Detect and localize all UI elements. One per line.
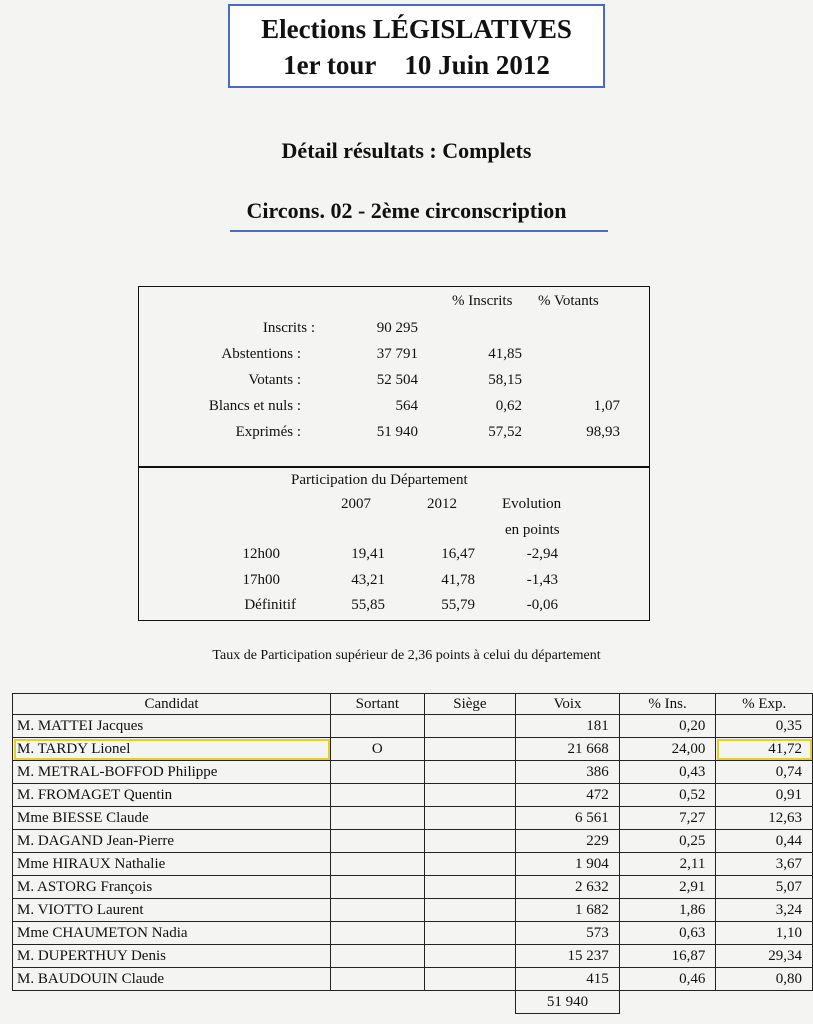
candidate-voix: 573 xyxy=(516,922,620,945)
candidate-siege xyxy=(424,853,516,876)
candidate-sortant xyxy=(331,922,425,945)
summary-col-pct-inscrits: % Inscrits xyxy=(452,293,513,309)
candidate-sortant xyxy=(331,876,425,899)
table-row xyxy=(13,761,813,784)
candidate-pct-ins: 2,91 xyxy=(619,876,716,899)
candidate-name: Mme CHAUMETON Nadia xyxy=(13,922,331,945)
candidate-siege xyxy=(424,945,516,968)
candidate-pct-ins: 0,43 xyxy=(619,761,716,784)
participation-2012: 41,78 xyxy=(441,572,475,588)
candidate-siege xyxy=(424,738,516,761)
candidate-sortant xyxy=(331,715,425,738)
candidate-pct-ins: 0,52 xyxy=(619,784,716,807)
candidate-sortant xyxy=(331,784,425,807)
summary-value: 37 791 xyxy=(376,346,418,362)
participation-2007: 19,41 xyxy=(351,546,385,562)
candidates-table xyxy=(12,693,813,1014)
candidate-sortant xyxy=(331,807,425,830)
summary-value: 52 504 xyxy=(376,372,418,388)
candidate-pct-exp: 0,80 xyxy=(716,968,813,991)
participation-2012: 55,79 xyxy=(441,597,475,613)
candidate-pct-ins: 2,11 xyxy=(619,853,716,876)
table-row xyxy=(13,807,813,830)
candidate-pct-exp: 1,10 xyxy=(716,922,813,945)
candidate-pct-exp: 3,67 xyxy=(716,853,813,876)
participation-label: Définitif xyxy=(244,597,296,613)
title-round: 1er tour xyxy=(283,50,377,80)
candidate-siege xyxy=(424,807,516,830)
candidate-voix: 2 632 xyxy=(516,876,620,899)
summary-label: Exprimés : xyxy=(235,424,301,440)
candidate-pct-exp: 0,44 xyxy=(716,830,813,853)
participation-label: 12h00 xyxy=(242,546,280,562)
candidate-siege xyxy=(424,761,516,784)
candidate-voix: 15 237 xyxy=(516,945,620,968)
candidate-pct-ins: 1,86 xyxy=(619,899,716,922)
participation-col-2012: 2012 xyxy=(427,496,457,512)
candidate-sortant xyxy=(331,968,425,991)
participation-col-2007: 2007 xyxy=(341,496,371,512)
table-row xyxy=(13,738,813,761)
summary-value: 90 295 xyxy=(376,320,418,336)
candidate-pct-ins: 16,87 xyxy=(619,945,716,968)
total-row xyxy=(13,991,813,1014)
summary-pct-votants: 98,93 xyxy=(586,424,620,440)
candidate-voix: 1 682 xyxy=(516,899,620,922)
candidate-pct-ins: 0,25 xyxy=(619,830,716,853)
candidate-pct-exp: 12,63 xyxy=(716,807,813,830)
candidate-siege xyxy=(424,784,516,807)
candidate-sortant xyxy=(331,761,425,784)
table-row xyxy=(13,968,813,991)
summary-label: Abstentions : xyxy=(221,346,301,362)
summary-pct-inscrits: 57,52 xyxy=(488,424,522,440)
candidate-pct-ins: 0,46 xyxy=(619,968,716,991)
table-row xyxy=(13,945,813,968)
summary-label: Blancs et nuls : xyxy=(208,398,301,414)
header-candidat: Candidat xyxy=(13,694,331,715)
summary-value: 564 xyxy=(395,398,418,414)
candidate-siege xyxy=(424,922,516,945)
table-row xyxy=(13,899,813,922)
table-row xyxy=(13,715,813,738)
header-siege: Siège xyxy=(424,694,516,715)
title-date: 10 Juin 2012 xyxy=(404,50,550,80)
header-pct-ins: % Ins. xyxy=(619,694,716,715)
total-voix: 51 940 xyxy=(516,991,620,1014)
candidate-siege xyxy=(424,715,516,738)
candidate-name: M. DUPERTHUY Denis xyxy=(13,945,331,968)
candidate-name: Mme HIRAUX Nathalie xyxy=(13,853,331,876)
summary-pct-inscrits: 0,62 xyxy=(495,398,522,414)
table-row xyxy=(13,830,813,853)
candidate-voix: 415 xyxy=(516,968,620,991)
candidate-voix: 1 904 xyxy=(516,853,620,876)
participation-evolution: -1,43 xyxy=(526,572,558,588)
candidate-siege xyxy=(424,876,516,899)
circonscription-title: Circons. 02 - 2ème circonscription xyxy=(246,198,567,223)
summary-value: 51 940 xyxy=(376,424,418,440)
candidate-name: M. TARDY Lionel xyxy=(13,738,331,761)
candidate-name: M. MATTEI Jacques xyxy=(13,715,331,738)
summary-pct-inscrits: 41,85 xyxy=(488,346,522,362)
candidate-pct-exp: 3,24 xyxy=(716,899,813,922)
candidate-siege xyxy=(424,899,516,922)
candidate-voix: 6 561 xyxy=(516,807,620,830)
candidate-voix: 21 668 xyxy=(516,738,620,761)
candidate-pct-exp: 29,34 xyxy=(716,945,813,968)
candidate-name: M. METRAL-BOFFOD Philippe xyxy=(13,761,331,784)
candidate-pct-exp: 0,74 xyxy=(716,761,813,784)
participation-col-evolution-unit: en points xyxy=(505,522,560,538)
summary-label: Inscrits : xyxy=(262,320,315,336)
candidate-pct-ins: 7,27 xyxy=(619,807,716,830)
header-pct-exp: % Exp. xyxy=(716,694,813,715)
title-line2 xyxy=(230,50,603,81)
candidate-sortant xyxy=(331,853,425,876)
table-row xyxy=(13,922,813,945)
candidate-siege xyxy=(424,830,516,853)
participation-2007: 43,21 xyxy=(351,572,385,588)
circonscription-underline xyxy=(230,230,608,232)
table-row xyxy=(13,784,813,807)
participation-note: Taux de Participation supérieur de 2,36 points à celui du département xyxy=(212,648,601,663)
candidate-sortant xyxy=(331,830,425,853)
candidate-name: M. BAUDOUIN Claude xyxy=(13,968,331,991)
participation-col-evolution: Evolution xyxy=(502,496,562,512)
table-row xyxy=(13,853,813,876)
summary-col-pct-votants: % Votants xyxy=(538,293,599,309)
participation-evolution: -2,94 xyxy=(526,546,558,562)
summary-label: Votants : xyxy=(248,372,301,388)
total-spacer xyxy=(13,991,331,1014)
participation-label: 17h00 xyxy=(242,572,280,588)
summary-divider xyxy=(138,466,650,468)
candidate-name: M. VIOTTO Laurent xyxy=(13,899,331,922)
summary-pct-votants: 1,07 xyxy=(593,398,620,414)
candidate-voix: 472 xyxy=(516,784,620,807)
participation-2012: 16,47 xyxy=(441,546,475,562)
candidate-name: M. ASTORG François xyxy=(13,876,331,899)
candidate-pct-exp: 0,35 xyxy=(716,715,813,738)
candidate-pct-exp: 0,91 xyxy=(716,784,813,807)
candidate-name: M. DAGAND Jean-Pierre xyxy=(13,830,331,853)
title-line1: Elections LÉGISLATIVES xyxy=(261,14,572,44)
header-sortant: Sortant xyxy=(331,694,425,715)
candidate-pct-exp: 41,72 xyxy=(716,738,813,761)
candidate-sortant xyxy=(331,945,425,968)
candidate-siege xyxy=(424,968,516,991)
candidate-voix: 229 xyxy=(516,830,620,853)
title-box xyxy=(228,4,605,88)
summary-pct-inscrits: 58,15 xyxy=(488,372,522,388)
total-spacer xyxy=(331,991,425,1014)
candidate-pct-ins: 0,20 xyxy=(619,715,716,738)
total-spacer xyxy=(424,991,516,1014)
candidate-sortant xyxy=(331,899,425,922)
candidate-voix: 181 xyxy=(516,715,620,738)
results-subtitle: Détail résultats : Complets xyxy=(281,138,532,163)
candidate-pct-exp: 5,07 xyxy=(716,876,813,899)
candidate-pct-ins: 24,00 xyxy=(619,738,716,761)
header-voix: Voix xyxy=(516,694,620,715)
participation-2007: 55,85 xyxy=(351,597,385,613)
candidate-name: M. FROMAGET Quentin xyxy=(13,784,331,807)
participation-title: Participation du Département xyxy=(291,472,468,488)
table-row xyxy=(13,876,813,899)
total-spacer xyxy=(619,991,716,1014)
candidate-name: Mme BIESSE Claude xyxy=(13,807,331,830)
candidates-header-row xyxy=(13,694,813,715)
candidate-voix: 386 xyxy=(516,761,620,784)
candidate-sortant: O xyxy=(331,738,425,761)
total-spacer xyxy=(716,991,813,1014)
candidate-pct-ins: 0,63 xyxy=(619,922,716,945)
participation-evolution: -0,06 xyxy=(526,597,558,613)
